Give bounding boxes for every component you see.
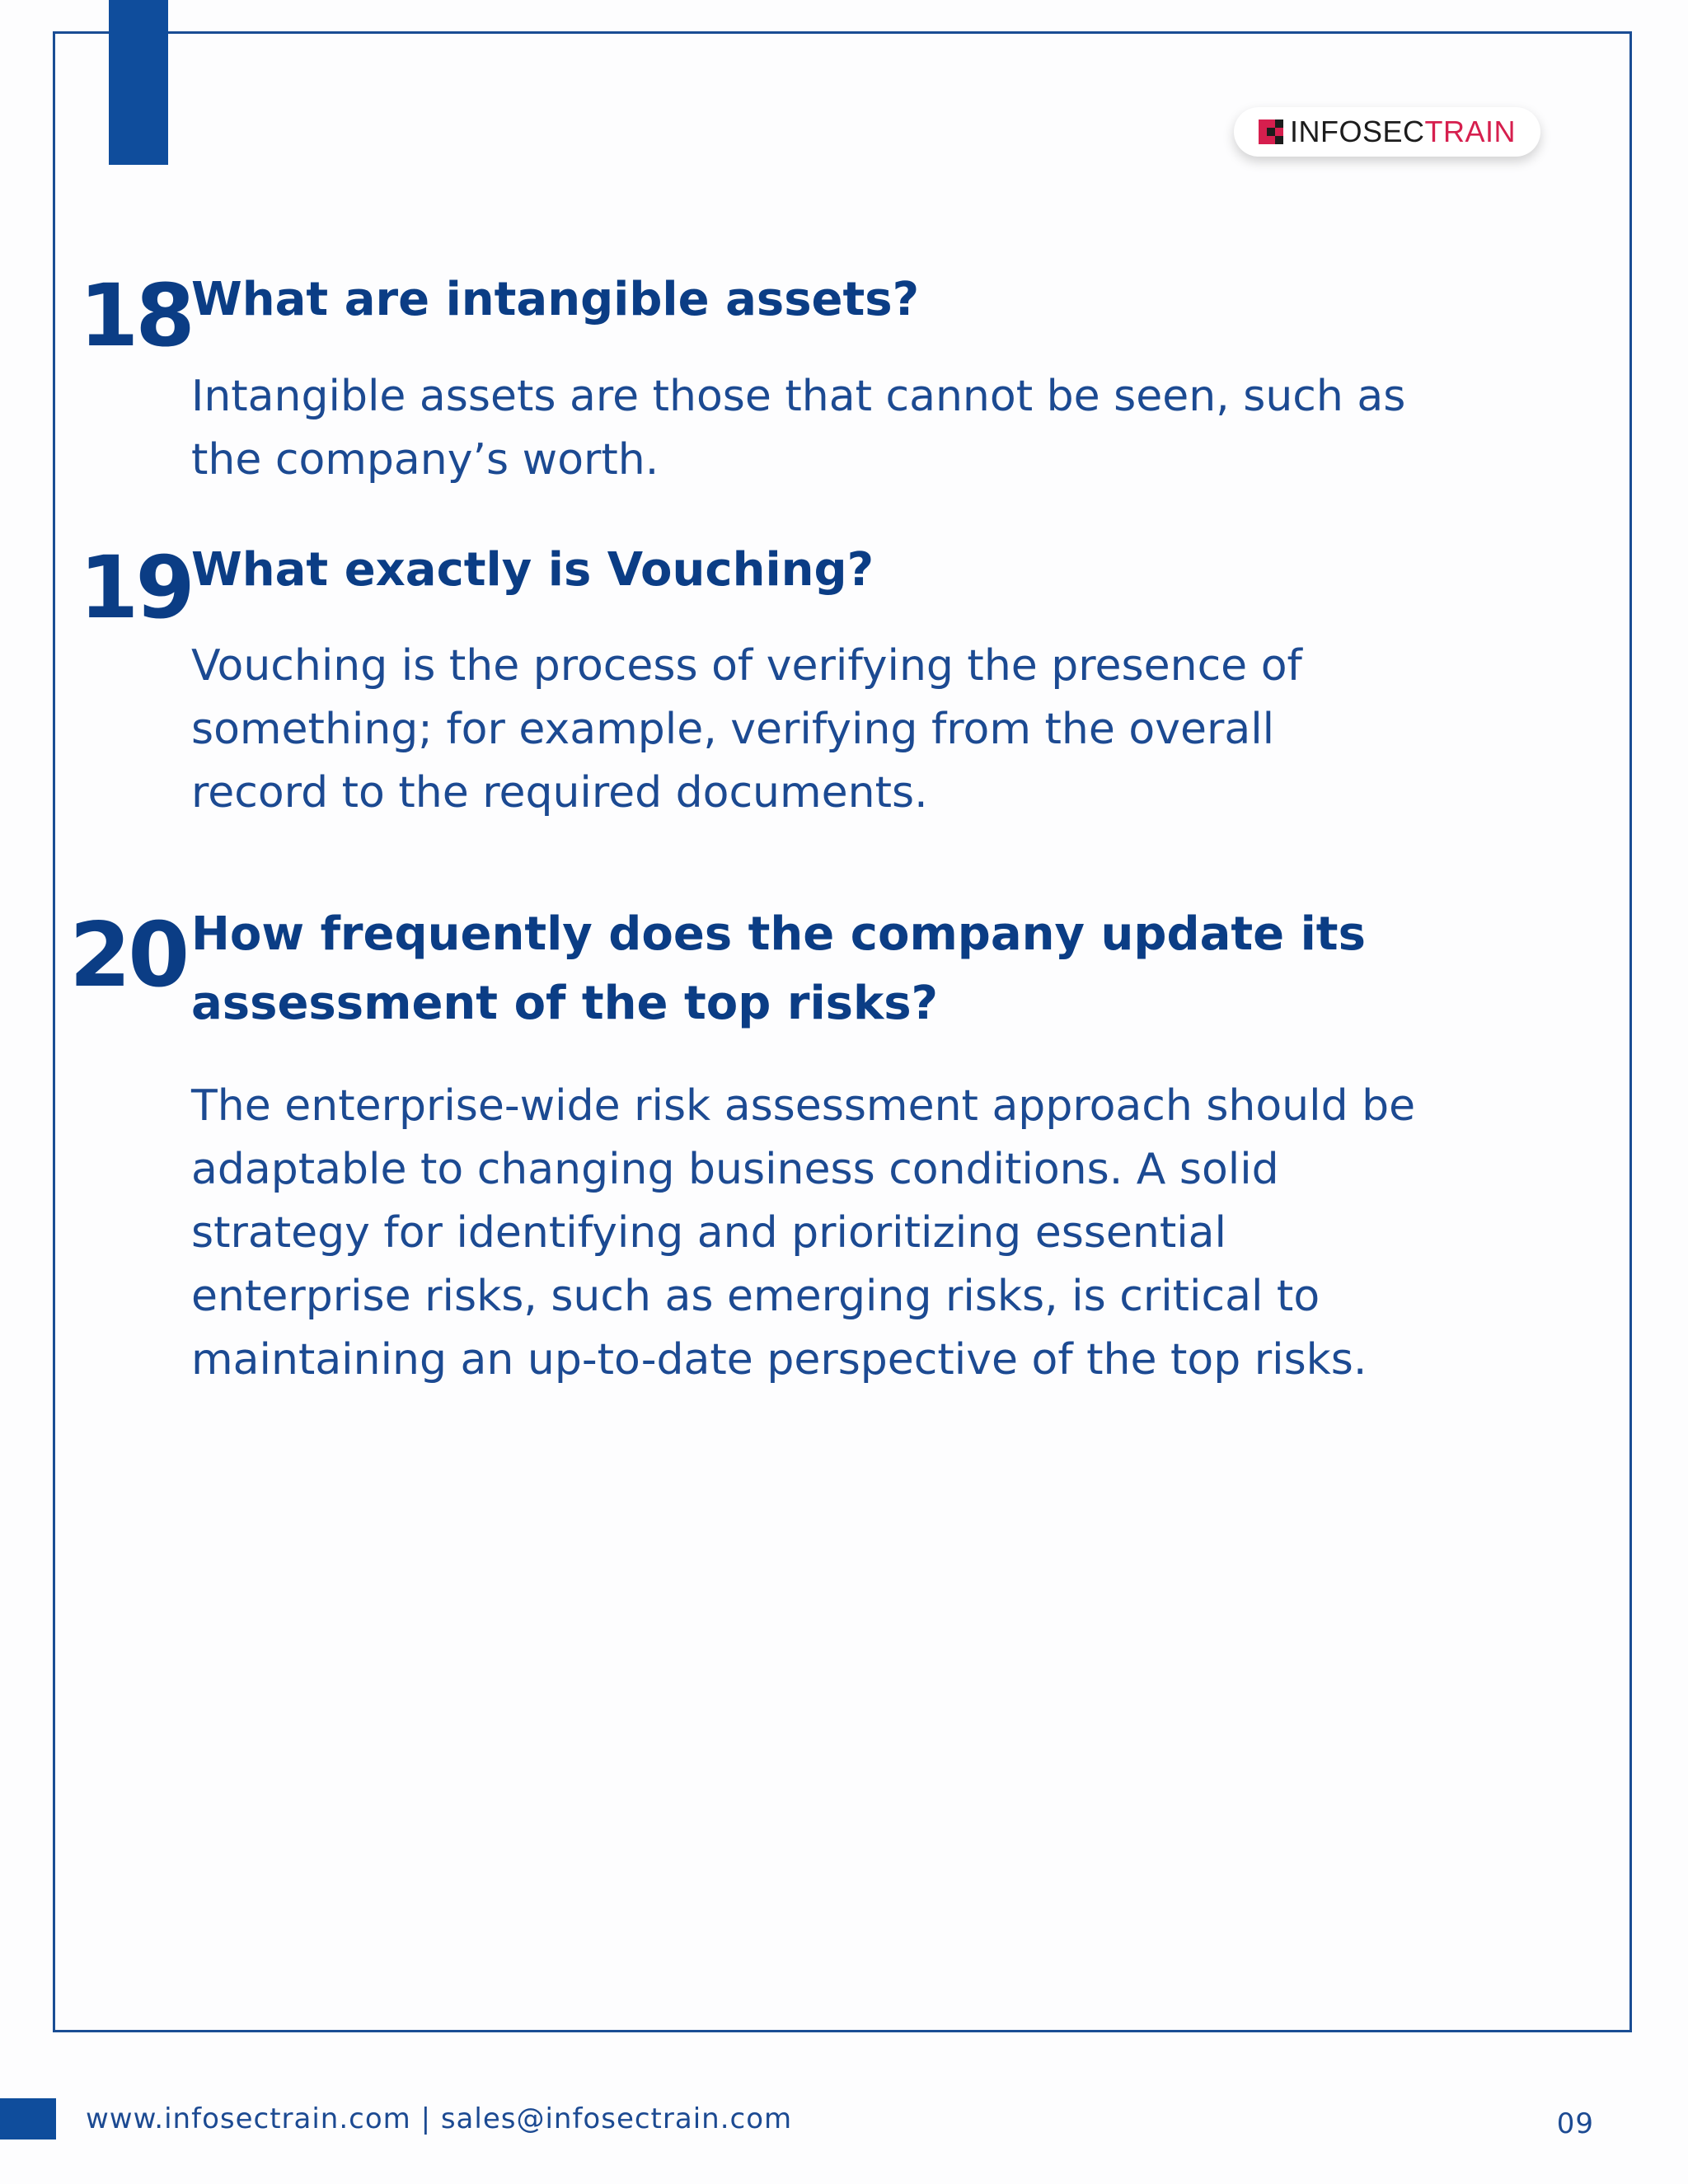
question-title-20 — [191, 900, 1366, 1038]
question-title-line: What are intangible assets? — [191, 273, 920, 326]
answer-line: Intangible assets are those that cannot be seen, such as — [191, 372, 1406, 421]
answer-line: the company’s worth. — [191, 435, 659, 485]
question-number-19: 19 — [79, 537, 192, 638]
question-answer-19 — [191, 635, 1592, 825]
infosectrain-logo — [1234, 107, 1540, 157]
answer-line: record to the required documents. — [191, 768, 928, 818]
logo-text — [1290, 115, 1516, 149]
logo-text-part1: INFOSEC — [1289, 115, 1425, 148]
page-number: 09 — [1556, 2107, 1594, 2140]
question-title-line: What exactly is Vouching? — [191, 543, 874, 597]
question-title-18 — [191, 265, 919, 335]
question-number-20: 20 — [69, 904, 187, 1007]
logo-text-part2: TRAIN — [1424, 115, 1516, 148]
footer-accent-square — [0, 2098, 56, 2139]
answer-line: adaptable to changing business conditions. A solid — [191, 1145, 1279, 1194]
question-title-19 — [191, 536, 874, 605]
answer-line: The enterprise-wide risk assessment approach should be — [191, 1081, 1416, 1131]
answer-line: something; for example, verifying from the overall — [191, 705, 1275, 754]
question-answer-20 — [191, 1075, 1592, 1392]
question-number-18: 18 — [79, 265, 192, 366]
question-title-line: How frequently does the company update its — [191, 907, 1366, 961]
top-accent-bar — [109, 0, 168, 165]
answer-line: enterprise risks, such as emerging risks, is critical to — [191, 1272, 1320, 1321]
footer-contact: www.infosectrain.com | sales@infosectrain.com — [86, 2102, 793, 2135]
logo-mark-icon — [1259, 120, 1283, 144]
question-answer-18 — [191, 365, 1592, 492]
answer-line: strategy for identifying and prioritizing essential — [191, 1208, 1226, 1258]
question-title-line: assessment of the top risks? — [191, 977, 939, 1030]
answer-line: Vouching is the process of verifying the presence of — [191, 641, 1302, 691]
answer-line: maintaining an up-to-date perspective of the top risks. — [191, 1335, 1367, 1385]
